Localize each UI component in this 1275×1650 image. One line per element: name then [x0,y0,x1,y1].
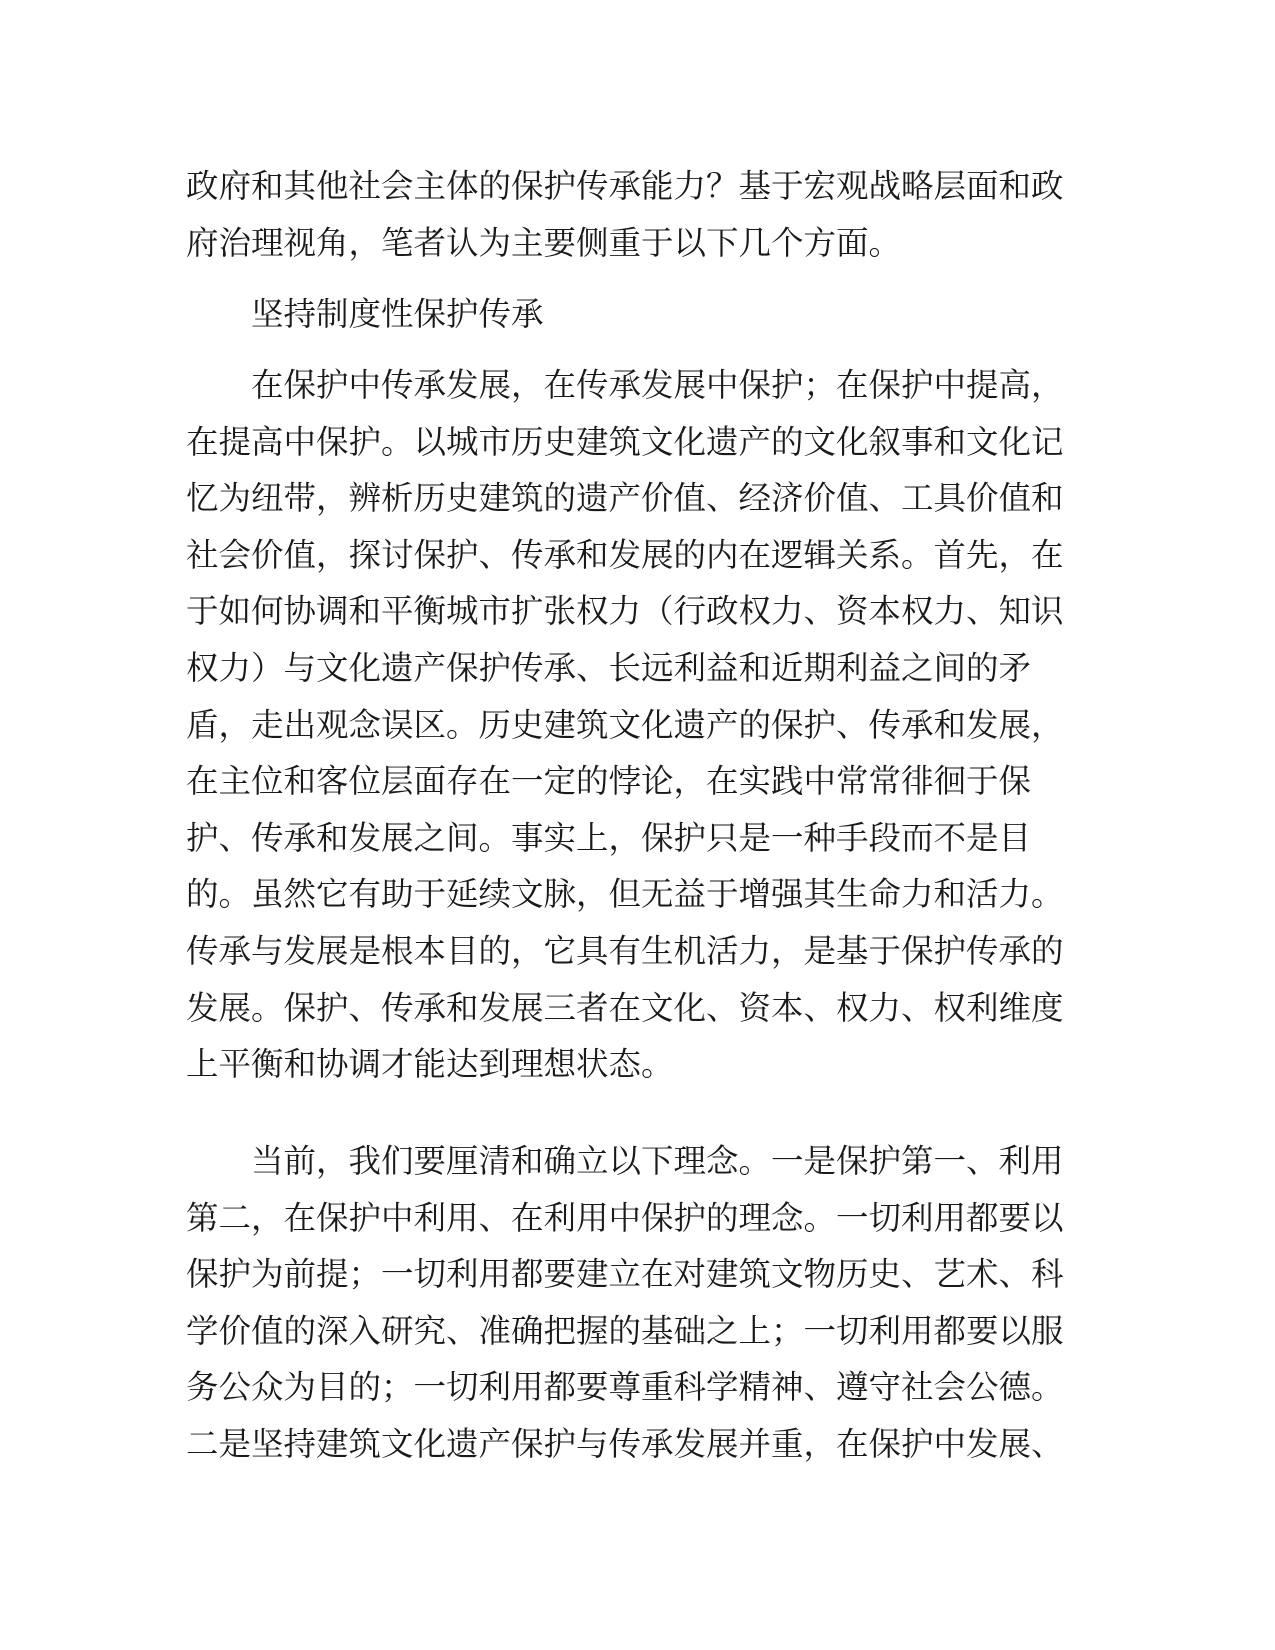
section-heading-block [186,286,1090,343]
text-line: 忆为纽带，辨析历史建筑的遗产价值、经济价值、工具价值和 [186,479,1064,518]
text-line: 盾，走出观念误区。历史建筑文化遗产的保护、传承和发展， [186,705,1064,744]
text-line: 当前，我们要厘清和确立以下理念。一是保护第一、利用 [251,1142,1064,1180]
text-line: 护、传承和发展之间。事实上，保护只是一种手段而不是目 [186,818,1032,857]
section-heading: 坚持制度性保护传承 [251,295,544,333]
text-line: 在主位和客位层面存在一定的悖论，在实践中常常徘徊于保 [186,762,1032,801]
text-line: 府治理视角，笔者认为主要侧重于以下几个方面。 [186,223,902,262]
text-line: 于如何协调和平衡城市扩张权力（行政权力、资本权力、知识 [186,592,1064,631]
text-line: 政府和其他社会主体的保护传承能力？基于宏观战略层面和政 [186,167,1064,205]
text-line: 在保护中传承发展，在传承发展中保护；在保护中提高， [251,366,1064,404]
intro-paragraph [186,158,1090,271]
text-line: 传承与发展是根本目的，它具有生机活力，是基于保护传承的 [186,931,1064,970]
text-line: 第二，在保护中利用、在利用中保护的理念。一切利用都要以 [186,1198,1064,1237]
text-line: 的。虽然它有助于延续文脉，但无益于增强其生命力和活力。 [186,875,1064,914]
text-line: 上平衡和协调才能达到理想状态。 [186,1045,674,1084]
text-line: 务公众为目的；一切利用都要尊重科学精神、遵守社会公德。 [186,1368,1064,1407]
text-line: 保护为前提；一切利用都要建立在对建筑文物历史、艺术、科 [186,1255,1064,1294]
text-line: 在提高中保护。以城市历史建筑文化遗产的文化叙事和文化记 [186,422,1064,461]
body-paragraph-1 [186,357,1090,1093]
text-line: 二是坚持建筑文化遗产保护与传承发展并重，在保护中发展、 [186,1424,1064,1463]
text-line: 权力）与文化遗产保护传承、长远利益和近期利益之间的矛 [186,648,1032,687]
text-line: 社会价值，探讨保护、传承和发展的内在逻辑关系。首先，在 [186,535,1064,574]
text-line: 发展。保护、传承和发展三者在文化、资本、权力、权利维度 [186,988,1064,1027]
body-paragraph-2 [186,1133,1090,1473]
text-line: 学价值的深入研究、准确把握的基础之上；一切利用都要以服 [186,1311,1064,1350]
